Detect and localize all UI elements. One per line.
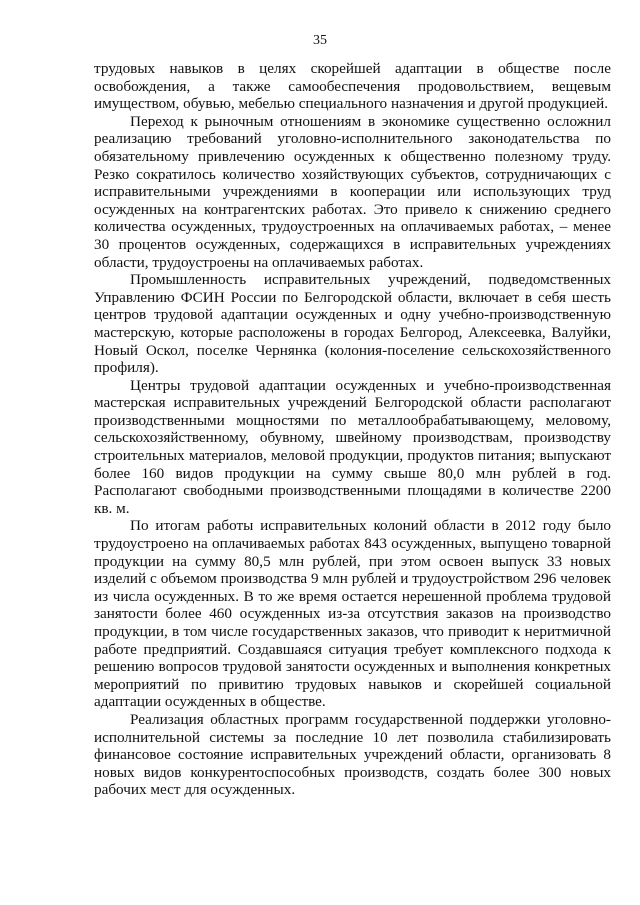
paragraph-4: Центры трудовой адаптации осужденных и учебно-производственная мастерская исправительных учреждений Белгородской области располагают производственными мощностями по металлообрабатывающему, меловому, сельскохозяйственному, обувному, швейному производствам, производству строительных материалов, меловой продукции, продуктов питания; выпускают более 160 видов продукции на сумму свыше 80,0 млн рублей в год. Располагают свободными производственными площадями в количестве 2200 кв. м. bbox=[94, 376, 611, 517]
paragraph-3: Промышленность исправительных учреждений, подведомственных Управлению ФСИН России по Белгородской области, включает в себя шесть центров трудовой адаптации осужденных и одну учебно-производственную мастерскую, которые расположены в городах Белгород, Алексеевка, Валуйки, Новый Оскол, поселке Чернянка (колония-поселение сельскохозяйственного профиля). bbox=[94, 271, 611, 377]
paragraph-1: трудовых навыков в целях скорейшей адаптации в обществе после освобождения, а также самообеспечения продовольствием, вещевым имуществом, обувью, мебелью специального назначения и другой продукцией. bbox=[94, 60, 611, 113]
paragraph-2: Переход к рыночным отношениям в экономике существенно осложнил реализацию требований уголовно-исполнительного законодательства по обязательному привлечению осужденных к общественно полезному труду. Резко сократилось количество хозяйствующих субъектов, сотрудничающих с исправительными учреждениями в кооперации или использующих труд осужденных на контрагентских работах. Это привело к снижению среднего количества осужденных, трудоустроенных на оплачиваемых работах, – менее 30 процентов осужденных, содержащихся в исправительных учреждениях области, трудоустроены на оплачиваемых работах. bbox=[94, 112, 611, 271]
body-text bbox=[94, 60, 611, 799]
paragraph-6: Реализация областных программ государственной поддержки уголовно-исполнительной системы за последние 10 лет позволила стабилизировать финансовое состояние исправительных учреждений области, организовать 8 новых видов конкурентоспособных производств, создать более 300 новых рабочих мест для осужденных. bbox=[94, 710, 611, 799]
paragraph-5: По итогам работы исправительных колоний области в 2012 году было трудоустроено на оплачиваемых работах 843 осужденных, выпущено товарной продукции на сумму 80,5 млн рублей, при этом освоен выпуск 33 новых изделий с объемом производства 9 млн рублей и трудоустройством 296 человек из числа осужденных. В то же время остается нерешенной проблема трудовой занятости более 460 осужденных из-за отсутствия заказов на производство продукции, в том числе государственных заказов, что приводит к неритмичной работе предприятий. Создавшаяся ситуация требует комплексного подхода к решению вопросов трудовой занятости осужденных и выполнения конкретных мероприятий по привитию трудовых навыков и скорейшей социальной адаптации осужденных в обществе. bbox=[94, 517, 611, 711]
page-number: 35 bbox=[313, 33, 327, 48]
